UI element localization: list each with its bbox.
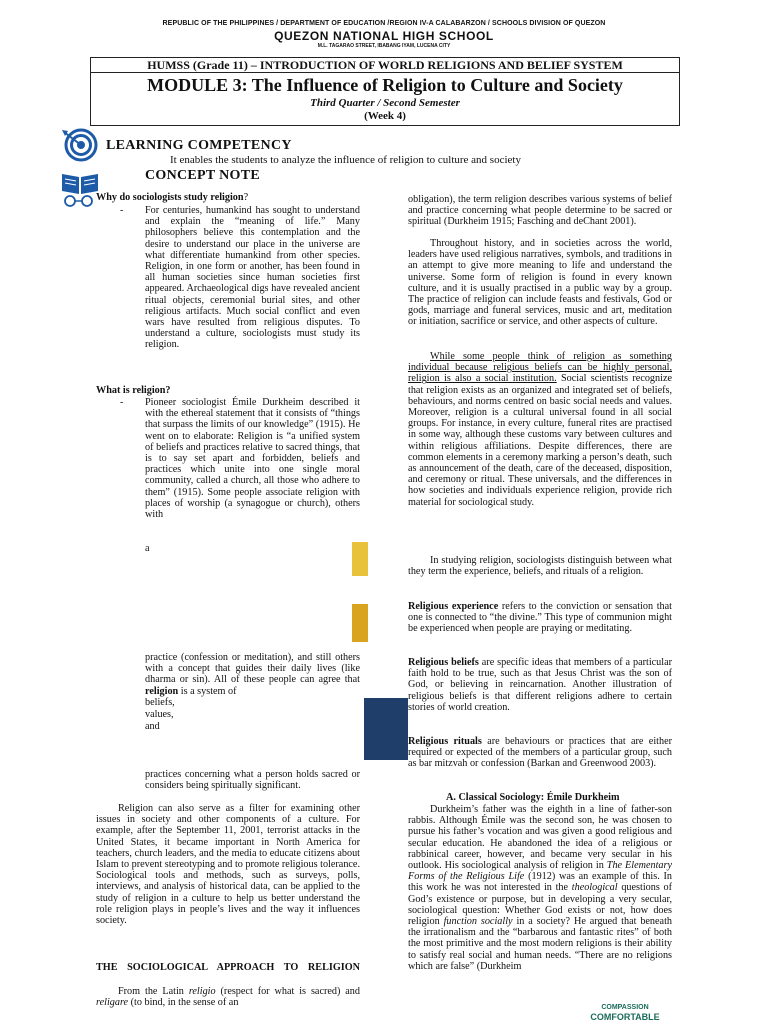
left-paragraph-3 [145, 652, 360, 697]
logo-line-1: COMPASSION [601, 1004, 649, 1011]
right-underlined-sentence: While some people think of religion as something individual because religious beliefs can be highly personal, religion is also a social institution. [408, 351, 672, 385]
left-paragraph-5: Religion can also serve as a filter for examining other issues in society and other components of a culture. For example, after the September 11, 2001, terrorist attacks in the United States, it became important in North America for teachers, church leaders, and the media to educate citizens about Islam to prevent stereotyping and to promote religious tolerance. Sociological tools and methods, such as surveys, polls, interviews, and analysis of historical data, can be applied to the study of religion in a culture to help us better understand the role religion plays in people’s lives and the way it influences society. [96, 803, 360, 927]
question-why-study [96, 192, 248, 203]
left-paragraph-6a: From the Latin [118, 986, 189, 997]
school-name: QUEZON NATIONAL HIGH SCHOOL [274, 29, 494, 43]
right-paragraph-2: Throughout history, and in societies across the world, leaders have used religious narratives, symbols, and traditions in an attempt to give more meaning to life and understand the universe. Some form of religion is found in every known culture, and it is usually practised in a public way by a group. The practice of religion can include feasts and festivals, God or gods, marriage and funeral services, music and art, meditation or initiation, sacrifice or service, and other aspects of culture. [408, 238, 672, 328]
book-title-elementary-forms: The Elementary Forms of the Religious Life [408, 860, 672, 883]
left-paragraph-3b: is a system of [178, 685, 237, 697]
bullet-dash: - [120, 397, 124, 408]
section-classical-sociology: A. Classical Sociology: Émile Durkheim [446, 792, 620, 803]
right-paragraph-4: In studying religion, sociologists distinguish between what they term the experience, beliefs, and rituals of a religion. [408, 555, 672, 578]
bullet-dash: - [120, 205, 124, 216]
header-agency-line: REPUBLIC OF THE PHILIPPINES / DEPARTMENT OF EDUCATION /REGION IV-A CALABARZON / SCHOOLS DIVISION OF QUEZON [162, 20, 606, 27]
question-why-study-text: Why do sociologists study religion [96, 192, 244, 203]
left-paragraph-2: Pioneer sociologist Émile Durkheim described it with the ethereal statement that it consists of “things that surpass the limits of our knowledge” (1915). He went on to elaborate: Religion is “a unified system of beliefs and practices relative to sacred things, that is to say set apart and forbidden, beliefs and practices which unite into one single moral community, called a church, all those who adhere to them” (1915). Some people associate religion with places of worship (a synagogue or church), others with [145, 397, 360, 521]
learning-competency-text: It enables the students to analyze the influence of religion to culture and society [170, 154, 521, 166]
phrase-function-socially: function socially [443, 916, 513, 928]
learning-competency-heading: LEARNING COMPETENCY [106, 138, 292, 153]
left-paragraph-6b: (respect for what is sacred) and [215, 986, 360, 997]
target-arrow-icon [62, 128, 100, 162]
left-paragraph-4: practices concerning what a person holds sacred or considers being spiritually significant. [145, 769, 360, 792]
left-paragraph-6c: (to bind, in the sense of an [128, 997, 239, 1009]
logo-line-2: COMFORTABLE [590, 1012, 660, 1022]
course-title: HUMSS (Grade 11) – INTRODUCTION OF WORLD RELIGIONS AND BELIEF SYSTEM [90, 57, 680, 73]
latin-religare: religare [96, 997, 129, 1009]
section-sociological-approach: THE SOCIOLOGICAL APPROACH TO RELIGION [96, 962, 360, 973]
left-paragraph-6 [96, 986, 360, 1008]
religious-experience-text: refers to the conviction or sensation that one is connected to “the divine.” This type of communion might be experienced when people are praying or meditating. [408, 601, 672, 635]
latin-religio: religio [188, 986, 216, 997]
question-mark: ? [243, 192, 249, 203]
durkheim-text-c: questions of God’s existence or purpose, but in developing a very secular, sociological question: Whether God exists or not, how does religion [408, 882, 672, 928]
religious-rituals-text: are behaviours or practices that are either required or expected of the members of a particular group, such as bar mitzvah or confession (Barkan and Greenwood 2003). [408, 736, 672, 770]
right-paragraph-3-text: Social scientists recognize that religion exists as an organized and integrated set of beliefs, behaviours, and norms centred on basic social needs and values. Moreover, religion is a cultural universal found in all social groups. For instance, in every culture, funeral rites are practised in some way, although these customs vary between cultures and within religious affiliations. Despite differences, there are common elements in a ceremony marking a person’s death, such as announcement of the death, care of the deceased, disposition, and ceremony or ritual. These universals, and the differences in how societies and individuals experience religion, provide rich material for sociological study. [408, 373, 672, 508]
word-and: and [145, 721, 160, 732]
school-address: M.L. TAGARAO STREET, IBABANG IYAM, LUCENA CITY [317, 43, 451, 49]
religious-beliefs-paragraph [408, 657, 672, 713]
term-religious-beliefs: Religious beliefs [408, 657, 479, 668]
religious-beliefs-text: are specific ideas that members of a particular faith hold to be true, such as that Jesus Christ was the son of God, or believing in reincarnation. Another illustration of religious beliefs is that different religions adhere to certain stories of world creation. [408, 657, 673, 713]
module-title-box [90, 72, 680, 126]
durkheim-paragraph [408, 804, 672, 972]
durkheim-text-a: Durkheim’s father was the eighth in a line of father-son rabbis. Although Émile was the second son, he was chosen to pursue his father’s vocation and was given a good religious and secular education. He abandoned the idea of a religious or rabbinical career, however, and became very secular in his outlook. His sociological analysis of religion in [408, 804, 672, 872]
term-religious-rituals: Religious rituals [408, 736, 482, 747]
word-theological: theological [571, 882, 618, 894]
word-beliefs: beliefs, [145, 697, 175, 708]
left-paragraph-3a: practice (confession or meditation), and still others with a concept that guides their daily lives (like dharma or sin). All of these people can agree that [145, 652, 360, 686]
religious-experience-paragraph [408, 601, 672, 635]
week-label: (Week 4) [364, 110, 406, 122]
durkheim-text-d: in a society? He argued that beneath the irrationalism and the “barbarous and fantastic rites” of both the most primitive and the most modern religions is their ability to satisfy real social and human needs. “There are no religions which are false” (Durkheim [408, 916, 672, 972]
compassion-logo [580, 1004, 670, 1024]
concept-note-heading: CONCEPT NOTE [145, 168, 260, 183]
quarter-label: Third Quarter / Second Semester [310, 97, 460, 109]
left-paragraph-3-bold: religion [145, 685, 179, 697]
image-strip-2 [352, 604, 368, 642]
module-title: MODULE 3: The Influence of Religion to Culture and Society [147, 75, 623, 95]
religious-photo [364, 698, 408, 760]
image-strip-1 [352, 542, 368, 576]
word-values: values, [145, 709, 174, 720]
right-paragraph-1: obligation), the term religion describes various systems of belief and practice concerning what people determine to be sacred or spiritual (Durkheim 1915; Fasching and deChant 2001). [408, 194, 672, 228]
religious-rituals-paragraph [408, 736, 672, 770]
term-religious-experience: Religious experience [408, 601, 499, 612]
left-paragraph-1: For centuries, humankind has sought to understand and explain the “meaning of life.” Many philosophers believe this contemplation and the desire to understand our place in the universe are what differentiate humankind from other species. Religion, in one form or another, has been found in all human societies since human societies first appeared. Archaeological digs have revealed ancient ritual objects, ceremonial burial sites, and other religious artifacts. Much social conflict and even wars have resulted from religious disputes. To understand a culture, sociologists must study its religion. [145, 205, 360, 351]
open-book-glasses-icon [60, 168, 100, 208]
question-what-is-religion: What is religion? [96, 385, 171, 396]
right-paragraph-3 [408, 351, 672, 508]
left-word-a: a [145, 543, 150, 554]
durkheim-text-b: (1912) was an example of this. In this work he was not interested in the [408, 871, 672, 894]
